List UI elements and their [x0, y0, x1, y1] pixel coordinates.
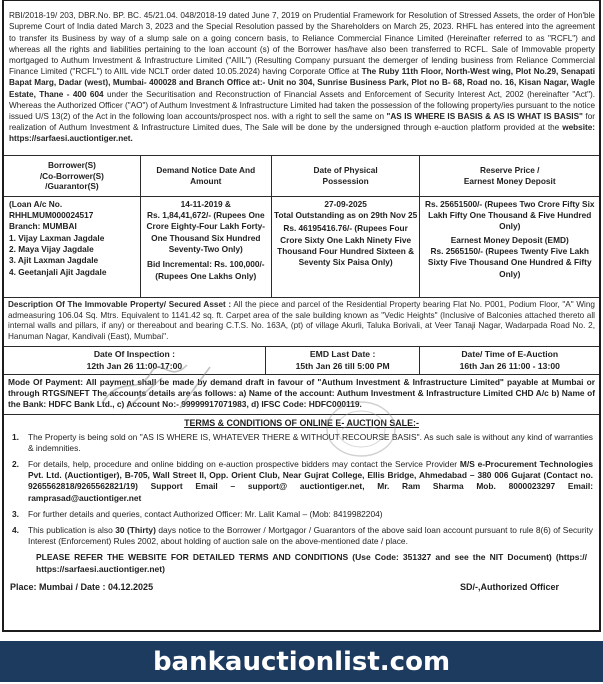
signoff-row [4, 579, 599, 596]
emd-last-date-label: EMD Last Date : [309, 349, 376, 359]
term-4-number: 4. [12, 525, 19, 536]
table-data-row [4, 197, 599, 298]
emd-last-date-value: 15th Jan 26 till 5:00 PM [295, 360, 390, 371]
header-reserve-line1: Reserve Price / [479, 165, 540, 176]
loan-account-label: (Loan A/c No. [9, 198, 63, 209]
borrower-cell [4, 197, 141, 297]
notice-period: 30 (Thirty) [115, 525, 156, 536]
header-borrower [4, 156, 141, 196]
reserve-price-amount: Rs. 25651500/- (Rupees Two Crore Fifty Six Lakh Fifty One Thousand & Five Hundred Only) [424, 198, 595, 232]
term-2-text [28, 459, 593, 504]
website-reference-note: PLEASE REFER THE WEBSITE FOR DETAILED TERMS AND CONDITIONS (Use Code: 351327 and see the NIT Document) (https:// https://sarfaesi.auctiontiger.net) [36, 552, 587, 574]
term-2-number: 2. [12, 459, 19, 470]
term-4-text-c: days notice to the Borrower / Mortgagor / Guarantors of the above said loan account pursuant to rule 8(6) of Security Interest (Enforcement) Rules 2002, about holding of auction sale on the above-mentioned date / place. [28, 525, 593, 547]
borrower-3: 3. Ajit Laxman Jagdale [9, 255, 99, 266]
borrower-4: 4. Geetanjali Ajit Jagdale [9, 266, 107, 277]
inspection-date-label: Date Of Inspection : [93, 349, 175, 359]
header-demand-line1: Demand Notice Date And [156, 165, 256, 176]
term-3-number: 3. [12, 508, 19, 519]
outstanding-label: Total Outstanding as on 29th Nov 25 [274, 210, 418, 221]
demand-notice-amount: Rs. 1,84,41,672/- (Rupees One Crore Eighty-Four Lakh Forty-One Thousand Six Hundred Seventy-Two Only) [146, 210, 266, 254]
schedule-row [4, 347, 599, 375]
mode-of-payment: Mode Of Payment: All payment shall be made by demand draft in favour of "Authum Investment & Infrastructure Limited" payable at Mumbai or through RTGS/NEFT The accounts details are as follows: a) Name of the account: Authum Investment & Infrastructure Limited CHD A/c b) Name of the Bank: HDFC Bank Ltd., c) Account No:- 99999917071983, d) IFSC Code: HDFC000119. [4, 375, 599, 415]
property-description-text: All the piece and parcel of the Residential Property bearing Flat No. P001, Podium Floor, "A" Wing admeasuring 106.04 Sq. Mtrs. Equivalent to 1141.42 sq. ft. Carpet area of the sale building known as "Vedic Heights" (Inclusive of Balconies attached thereto all internal walls and pillars, if any) or thereabout and bearing C.T.S. No. 163A, (pt) of village Akurli, Taluka Borivali, at Veer Tanaji Nagar, Wadarpada Road No. 2, Hanuman Nagar, Kandivali (East), Mumbai". [8, 299, 595, 342]
term-2-text-normal: For details, help, procedure and online bidding on e-auction prospective bidders may contact the Service Provider [28, 459, 460, 470]
term-item-2 [12, 459, 593, 504]
header-possession-line2: Possession [322, 175, 369, 186]
terms-heading: TERMS & CONDITIONS OF ONLINE E- AUCTION SALE:- [184, 417, 419, 428]
notice-intro-paragraph [4, 9, 599, 146]
corporate-office-address: The Ruby 11th Floor, North-West wing, Plot No.29, Senapati Bapat Marg, Dadar (west), Mumbai- 400028 and Branch Office at:- Unit no 304, Sunrise Business Park, Plot no B- 68, Road no. 16, Kisan Nagar, Wagle Estate, Thane - 400 604 [9, 67, 595, 99]
loan-account-number: RHHLMUM000024517 [9, 210, 94, 221]
reserve-price-cell [420, 197, 599, 297]
term-item-3 [12, 509, 593, 520]
outstanding-amount: Rs. 46195416.76/- (Rupees Four Crore Sixty One Lakh Ninety Five Thousand Four Hundred Sixteen & Seventy Six Paisa Only) [277, 223, 415, 268]
bid-increment: Bid Incremental: Rs. 100,000/- (Rupees One Lakhs Only) [146, 259, 265, 281]
header-demand-line2: Amount [190, 175, 222, 186]
term-item-1 [12, 432, 593, 454]
authorized-officer-contact: For further details and queries, contact Authorized Officer: Mr. Lalit Kamal – (Mob: 8419982204) [28, 508, 383, 519]
term-1-number: 1. [12, 431, 19, 442]
term-item-4 [12, 525, 593, 547]
header-possession [272, 156, 421, 196]
header-reserve-price [420, 156, 599, 196]
terms-list [4, 432, 599, 576]
intro-text-2: under the Securitisation and Reconstruction of Financial Assets and Enforcement of Security Interest Act, 2002 (hereinafter "Act"). Whereas the Authorized Officer ("AO") of Authum Investment & Infrastructure Limited had taken the possession of the following property/ies pursuant to the notice issued U/S 13(2) of the Act in the following loan accounts/prospect nos. with a right to sell the same on [9, 89, 595, 122]
header-reserve-line2: Earnest Money Deposit [463, 175, 556, 186]
emd-label: Earnest Money Deposit (EMD) [450, 234, 569, 245]
header-borrower-line2: /Co-Borrower(S) [39, 170, 104, 181]
brand-text: bankauctionlist.com [152, 646, 451, 677]
possession-date: 27-09-2025 [324, 198, 367, 209]
header-borrower-line3: /Guarantor(S) [45, 181, 99, 192]
header-demand-notice [141, 156, 272, 196]
possession-cell [272, 197, 421, 297]
inspection-date-value: 12th Jan 26 11:00-17:00 [86, 360, 183, 371]
header-borrower-line1: Borrower(S) [47, 159, 96, 170]
intro-text-1: RBI/2018-19/ 203, DBR.No. BP. BC. 45/21.04. 048/2018-19 dated June 7, 2019 on Prudential Framework for Resolution of Stressed Assets, the order of Hon'ble Supreme Court of India dated March 3, 2023 and the Special Resolution passed by the Shareholders on March 25, 2023. RHFL has entered into the agreement to transfer its Business by way of a slump sale on a going concern basis, to Reliance Commercial Finance Limited (Hereinafter referred to as "RCFL") and whereas all the rights and liabilities pertaining to the loan account (s) of the Borrower has/have also been transferred to RCFL. Sale of Immovable property mortgaged to Authum Investment & Infrastructure Limited ("AIIL") (Resulting Company pursuant the demerger of lending business from Reliance Commercial Finance Limited ("RCFL") to AIIL vide NCLT order dated 10.05.2024) having Corporate Office at [9, 11, 595, 77]
demand-notice-date: 14-11-2019 & [180, 198, 231, 209]
borrower-2: 2. Maya Vijay Jagdale [9, 244, 94, 254]
eauction-date-cell [420, 347, 599, 374]
demand-notice-cell [141, 197, 272, 297]
term-1-text: The Property is being sold on "AS IS WHERE IS, WHATEVER THERE & WITHOUT RECOURSE BASIS". As such sale is without any kind of warranties & indemnities. [28, 431, 593, 453]
term-4-text-a: This publication is also [28, 525, 116, 536]
auction-website-link: website: https://sarfaesi.auctiontiger.net. [9, 123, 595, 144]
intro-text-3: for realization of Authum Investment & Infrastructure Limited dues, The Sale will be done by the undersigned through e-auction platform provided at the [9, 112, 595, 133]
eauction-date-label: Date/ Time of E-Auction [461, 349, 559, 359]
property-description-row [4, 298, 599, 347]
branch-name: Branch: MUMBAI [9, 221, 77, 232]
authorized-officer-signature: SD/-,Authorized Officer [459, 582, 559, 593]
place-and-date: Place: Mumbai / Date : 04.12.2025 [10, 582, 154, 593]
bankauctionlist-brand-bar [0, 641, 603, 682]
inspection-date-cell [4, 347, 266, 374]
emd-amount: Rs. 2565150/- (Rupees Twenty Five Lakh Sixty Five Thousand One Hundred & Fifty Only) [427, 246, 592, 279]
eauction-date-value: 16th Jan 26 11:00 - 13:00 [459, 360, 560, 371]
property-description-label: Description Of The Immovable Property/ Secured Asset : [8, 299, 232, 309]
service-provider-contact: M/S e-Procurement Technologies Pvt. Ltd. (Auctiontiger), B-705, Wall Street II, Opp. Orient Club, Near Gujrat College, Ellis Bridge, Ahmedabad – 380 006 Gujarat (Contact no. 9265562818/9265562821/19) Support Email – support@ auctiontiger.net, Mr. Ram Sharma Mob. 8000023297 Email: ramprasad@auctiontiger.net [28, 459, 593, 503]
header-possession-line1: Date of Physical [313, 165, 378, 176]
as-is-basis-clause: "AS IS WHERE IS BASIS & AS IS WHAT IS BASIS" [386, 112, 586, 122]
term-4-text [28, 525, 593, 547]
table-header-row [4, 156, 599, 197]
borrower-1: 1. Vijay Laxman Jagdale [9, 232, 105, 243]
auction-table [4, 155, 599, 375]
auction-notice-document [2, 0, 601, 632]
emd-last-date-cell [266, 347, 421, 374]
